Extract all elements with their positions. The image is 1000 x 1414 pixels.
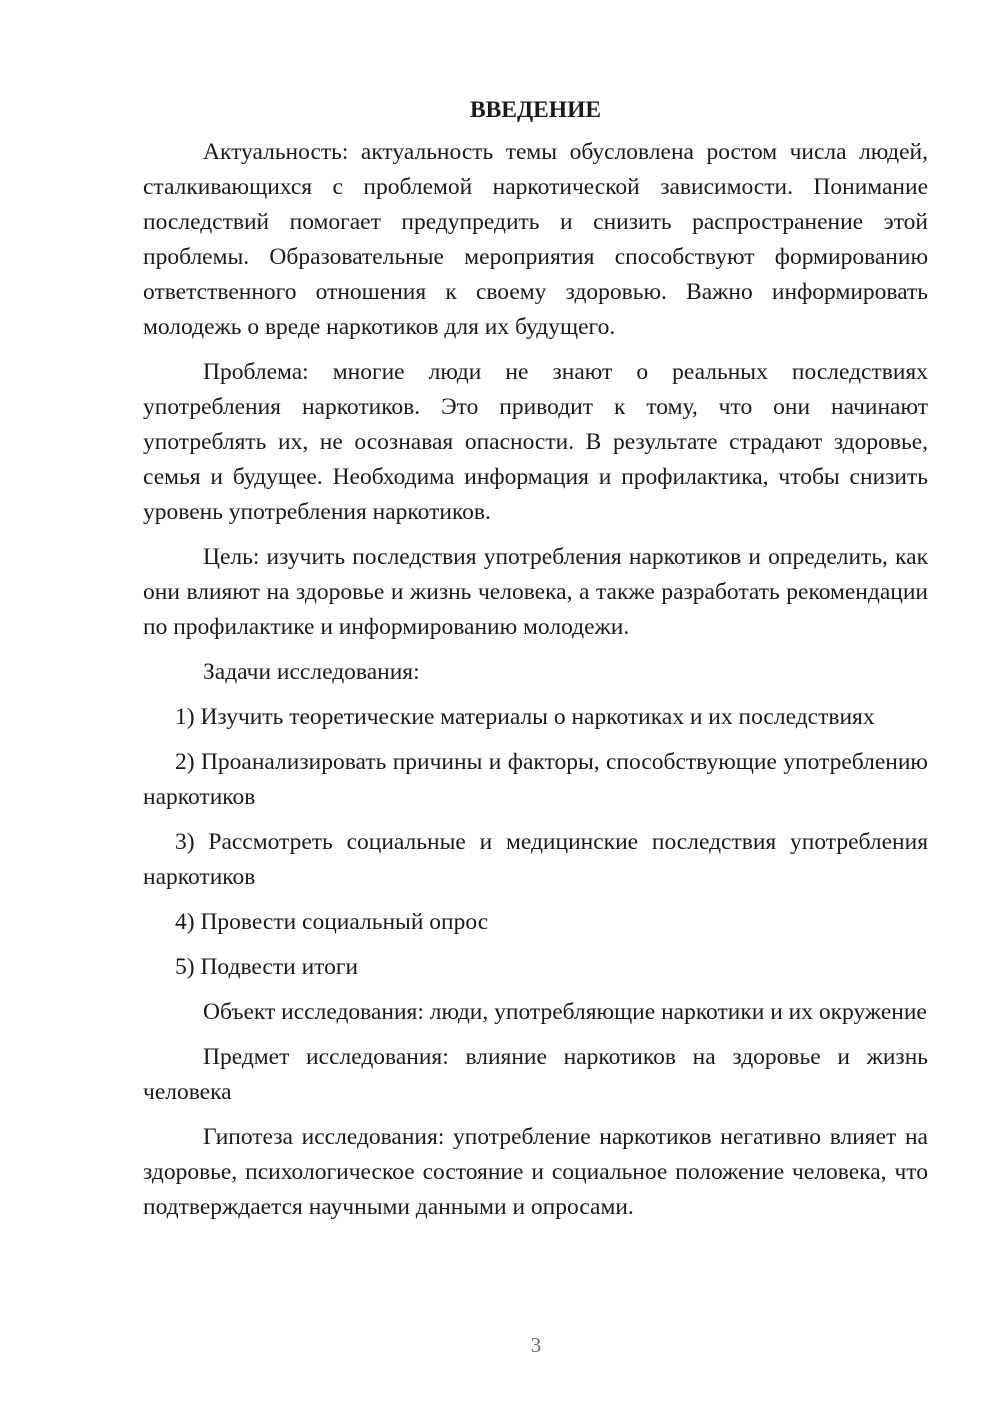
task-item: 5) Подвести итоги [175,954,359,980]
object-paragraph: Объект исследования: люди, употребляющие наркотики и их окружение [203,999,927,1025]
task-item: 1) Изучить теоретические материалы о наркотиках и их последствиях [175,704,875,730]
hypothesis-paragraph: Гипотеза исследования: употребление наркотиков негативно влияет на здоровье, психологическое состояние и социальное положение человека, что подтверждается научными данными и опросами. [143,1124,928,1220]
page-number: 3 [530,1333,542,1357]
task-item: 2) Проанализировать причины и факторы, способствующие употреблению наркотиков [143,749,928,810]
relevance-paragraph: Актуальность: актуальность темы обусловлена ростом числа людей, сталкивающихся с проблемой наркотической зависимости. Понимание последствий помогает предупредить и снизить распространение этой проблемы. Образовательные мероприятия способствуют формированию ответственного отношения к своему здоровью. Важно информировать молодежь о вреде наркотиков для их будущего. [143,139,928,340]
goal-paragraph: Цель: изучить последствия употребления наркотиков и определить, как они влияют на здоровье и жизнь человека, а также разработать рекомендации по профилактике и информированию молодежи. [143,544,928,640]
task-item: 3) Рассмотреть социальные и медицинские последствия употребления наркотиков [143,829,928,890]
task-item: 4) Провести социальный опрос [175,909,489,935]
page-title: ВВЕДЕНИЕ [469,97,602,123]
subject-paragraph: Предмет исследования: влияние наркотиков на здоровье и жизнь человека [143,1044,928,1105]
problem-paragraph: Проблема: многие люди не знают о реальных последствиях употребления наркотиков. Это приводит к тому, что они начинают употреблять их, не осознавая опасности. В результате страдают здоровье, семья и будущее. Необходима информация и профилактика, чтобы снизить уровень употребления наркотиков. [143,359,928,525]
page-content [143,93,928,1235]
tasks-heading: Задачи исследования: [203,659,420,685]
